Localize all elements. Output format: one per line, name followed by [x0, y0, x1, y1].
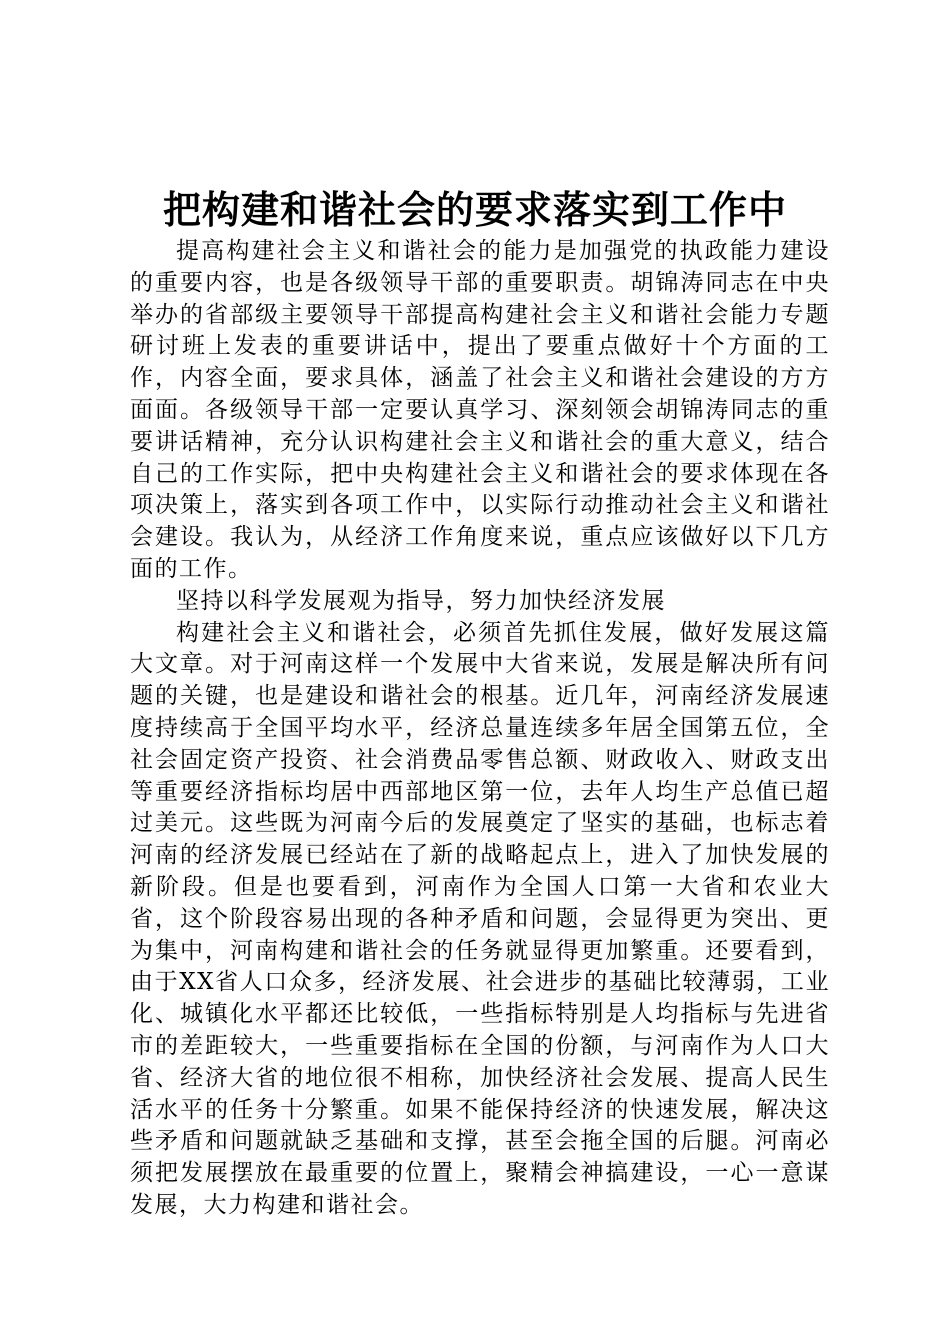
paragraph-intro: 提高构建社会主义和谐社会的能力是加强党的执政能力建设的重要内容，也是各级领导干部的重要职责。胡锦涛同志在中央举办的省部级主要领导干部提高构建社会主义和谐社会能力专题研讨班上发表的重要讲话中，提出了要重点做好十个方面的工作，内容全面，要求具体，涵盖了社会主义和谐社会建设的方方面面。各级领导干部一定要认真学习、深刻领会胡锦涛同志的重要讲话精神，充分认识构建社会主义和谐社会的重大意义，结合自己的工作实际，把中央构建社会主义和谐社会的要求体现在各项决策上，落实到各项工作中，以实际行动推动社会主义和谐社会建设。我认为，从经济工作角度来说，重点应该做好以下几方面的工作。: [130, 238, 830, 582]
document-title: 把构建和谐社会的要求落实到工作中: [162, 187, 787, 232]
section-heading: 坚持以科学发展观为指导，努力加快经济发展: [176, 587, 666, 614]
document-body: [130, 236, 830, 1222]
paragraph-development: 构建社会主义和谐社会，必须首先抓住发展，做好发展这篇大文章。对于河南这样一个发展中大省来说，发展是解决所有问题的关键，也是建设和谐社会的根基。近几年，河南经济发展速度持续高于全国平均水平，经济总量连续多年居全国第五位，全社会固定资产投资、社会消费品零售总额、财政收入、财政支出等重要经济指标均居中西部地区第一位，去年人均生产总值已超过美元。这些既为河南今后的发展奠定了坚实的基础，也标志着河南的经济发展已经站在了新的战略起点上，进入了加快发展的新阶段。但是也要看到，河南作为全国人口第一大省和农业大省，这个阶段容易出现的各种矛盾和问题，会显得更为突出、更为集中，河南构建和谐社会的任务就显得更加繁重。还要看到，由于XX省人口众多，经济发展、社会进步的基础比较薄弱，工业化、城镇化水平都还比较低，一些指标特别是人均指标与先进省市的差距较大，一些重要指标在全国的份额，与河南作为人口大省、经济大省的地位很不相称，加快经济社会发展、提高人民生活水平的任务十分繁重。如果不能保持经济的快速发展，解决这些矛盾和问题就缺乏基础和支撑，甚至会拖全国的后腿。河南必须把发展摆放在最重要的位置上，聚精会神搞建设，一心一意谋发展，大力构建和谐社会。: [130, 619, 830, 1218]
